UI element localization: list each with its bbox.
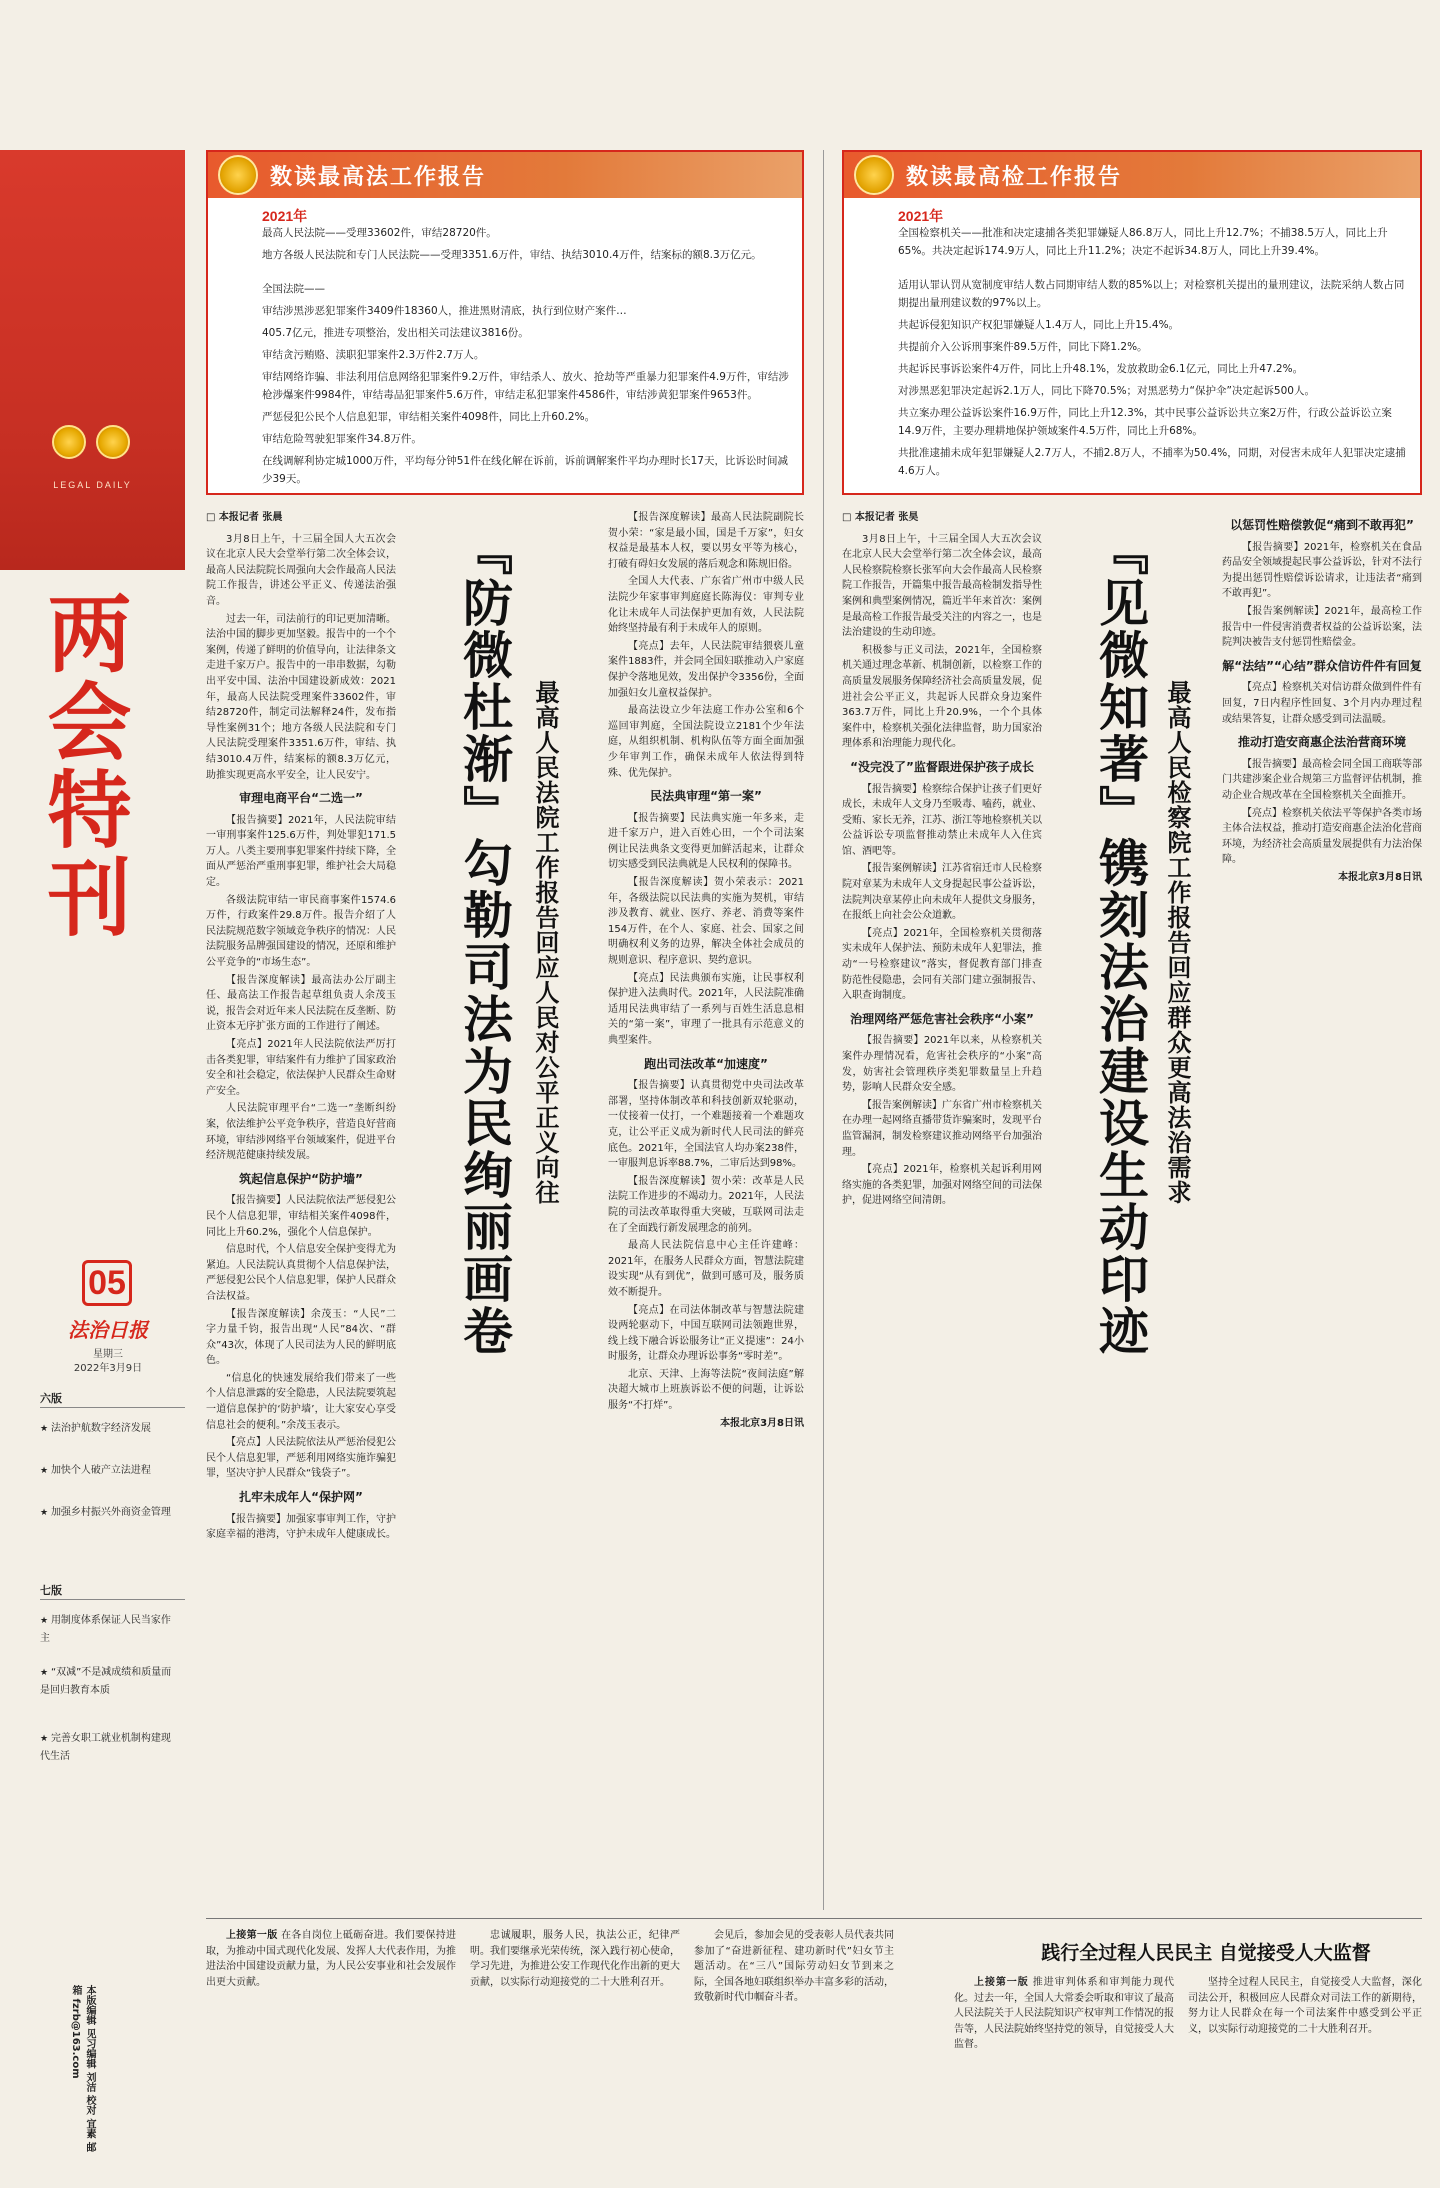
issue-weekday: 星期三 xyxy=(93,1349,123,1360)
court-article-col-2 xyxy=(608,510,804,1900)
article-paragraph: 【亮点】2021年，全国检察机关贯彻落实未成年人保护法、预防未成年人犯罪法，推动“一号检察建议”落实，督促教育部门排查防范性侵隐患，会同有关部门建立强制报告、入职查询制度。 xyxy=(842,927,1042,1002)
procur-stat: 共起诉侵犯知识产权犯罪嫌疑人1.4万人，同比上升15.4%。 xyxy=(898,319,1180,331)
court-stat: 审结贪污贿赂、渎职犯罪案件2.3万件2.7万人。 xyxy=(262,349,485,361)
court-box-title: 数读最高法工作报告 xyxy=(270,165,487,190)
article-paragraph: 【报告深度解读】贺小荣：改革是人民法院工作进步的不竭动力。2021年，人民法院的司法改革取得重大突破，互联网司法走在了全面践行新发展理念的前列。 xyxy=(608,1175,804,1234)
article-paragraph: 【报告摘要】2021年，人民法院审结一审刑事案件125.6万件，判处罪犯171.5万人。八类主要刑事犯罪案件持续下降，全面从严惩治严重刑事犯罪，维护社会大局稳定。 xyxy=(206,814,396,889)
rail-special-title: 两会特刊 xyxy=(34,590,133,942)
court-data-box xyxy=(206,150,804,495)
procur-subhead: 最高人民检察院工作报告回应群众更高法治需求 xyxy=(1163,680,1192,1205)
section-6-head: 六版 xyxy=(40,1392,62,1405)
national-emblem-icon xyxy=(52,425,86,459)
procur-stat: 共立案办理公益诉讼案件16.9万件，同比上升12.3%，其中民事公益诉讼共立案2万件，行政公益诉讼立案14.9万件，主要办理耕地保护领域案件4.5万件，同比上升68%。 xyxy=(898,407,1392,437)
article-paragraph: 信息时代，个人信息安全保护变得尤为紧迫。人民法院认真贯彻个人信息保护法，严惩侵犯公民个人信息犯罪，保护人民群众合法权益。 xyxy=(206,1244,396,1302)
rail-legal-daily: LEGAL DAILY xyxy=(53,480,132,490)
article-paragraph: 【报告案例解读】江苏省宿迁市人民检察院对章某为未成年人文身提起民事公益诉讼，法院判决章某停止向未成年人提供文身服务，在报纸上向社会公众道歉。 xyxy=(842,863,1042,922)
bottom-paragraph: 会见后，参加会见的受表彰人员代表共同参加了“奋进新征程、建功新时代”妇女节主题活动。在“三八”国际劳动妇女节到来之际，全国各地妇联组织举办丰富多彩的活动，致敬新时代巾帼奋斗者。 xyxy=(694,1930,894,2004)
court-subheading: 审理电商平台“二选一” xyxy=(239,791,363,806)
article-paragraph: 【报告深度解读】贺小荣表示：2021年，各级法院以民法典的实施为契机，审结涉及教育、就业、医疗、养老、消费等案件154万件，在个人、家庭、社会、国家之间明确权利义务的边界，解决全体社会成员的规则意识、程序意识、契约意识。 xyxy=(608,877,804,967)
procur-box-year: 2021年 xyxy=(898,208,944,224)
center-divider xyxy=(823,150,824,1910)
procur-stat: 共起诉民事诉讼案件4万件，同比上升48.1%，发放救助金6.1亿元，同比上升47.2%。 xyxy=(898,363,1304,375)
article-paragraph: 【报告深度解读】最高法办公厅副主任、最高法工作报告起草组负责人余茂玉说，报告会对近年来人民法院在反垄断、防止资本无序扩张方面的工作进行了阐述。 xyxy=(206,974,396,1033)
section-7-head: 七版 xyxy=(40,1584,62,1597)
procur-box-header xyxy=(844,152,1420,198)
article-paragraph: 全国人大代表、广东省广州市中级人民法院少年家事审判庭庭长陈海仪：审判专业化让未成年人司法保护更加有效，人民法院始终坚持最有利于未成年人的原则。 xyxy=(608,576,804,635)
procur-subheading: 以惩罚性赔偿敦促“痛到不敢再犯” xyxy=(1230,518,1414,532)
procur-subheading: “没完没了”监督跟进保护孩子成长 xyxy=(850,759,1034,774)
procur-byline: □ 本报记者 张昊 xyxy=(842,512,919,523)
procur-box-body xyxy=(898,224,1408,484)
bottom-col-4 xyxy=(954,1975,1174,2175)
section-6-rule xyxy=(40,1407,185,1408)
page-number: 05 xyxy=(82,1260,132,1306)
bottom-paragraph: 忠诚履职，服务人民，执法公正，纪律严明。我们要继承光荣传统，深入践行初心使命，学习先进，为推进公安工作现代化作出新的更大贡献，以实际行动迎接党的二十大胜利召开。 xyxy=(470,1930,680,1988)
procur-box-title: 数读最高检工作报告 xyxy=(906,165,1123,190)
article-paragraph: 人民法院审理平台“二选一”垄断纠纷案，依法维护公平竞争秩序，营造良好营商环境，审结涉网络平台领域案件，促进平台经济规范健康持续发展。 xyxy=(206,1103,396,1162)
bottom-divider xyxy=(206,1918,1422,1919)
rail-emblems xyxy=(52,425,130,459)
article-paragraph: 【亮点】在司法体制改革与智慧法院建设两轮驱动下，中国互联网司法领跑世界，线上线下融合诉讼服务让“正义提速”：24小时服务，让群众办理诉讼事务“零时差”。 xyxy=(608,1304,804,1363)
article-paragraph: 【亮点】去年，人民法院审结猥亵儿童案件1883件，并会同全国妇联推动入户家庭保护令落地见效，发出保护令3356份，全面加强妇女儿童权益保护。 xyxy=(608,640,804,699)
court-box-header xyxy=(208,152,802,198)
bottom-paragraph: 在各自岗位上砥砺奋进。我们要保持进取，为推动中国式现代化发展、发挥人大代表作用，为推进法治中国建设贡献力量，为人民公安事业和社会发展作出更大贡献。 xyxy=(206,1930,456,1988)
article-paragraph: 过去一年，司法前行的印记更加清晰。法治中国的脚步更加坚毅。报告中的一个个案例，传递了鲜明的价值导向，让法律条文走进千家万户。报告中的一串串数据，勾勒出平安中国、法治中国建设新成效：2021年，最高人民法院受理案件33602件，审结28720件，制定司法解释24件，发布指导性案例31个；地方各级人民法院和专门人民法院受理案件3351.6万件，审结、执结3010.4万件，结案标的额8.3万亿元，助推实现更高水平安全，让人民安宁。 xyxy=(206,613,396,781)
article-paragraph: 【亮点】2021年人民法院依法严厉打击各类犯罪，审结案件有力维护了国家政治安全和社会稳定，依法保护人民群众生命财产安全。 xyxy=(206,1039,396,1097)
procur-article-end: 本报北京3月8日讯 xyxy=(1338,871,1422,883)
article-paragraph: 积极参与正义司法，2021年，全国检察机关通过理念革新、机制创新，以检察工作的高质量发展服务保障经济社会高质量发展，促进社会公平正义，共起诉人民群众身边案件363.7万件，同比上升20.9%，一个个具体案件中，检察机关强化法律监督，助力国家治理体系和治理能力现代化。 xyxy=(842,644,1042,750)
court-stat: 在线调解利协定城1000万件，平均每分钟51件在线化解在诉前，诉前调解案件平均办理时长17天，比诉讼时间减少39天。 xyxy=(262,455,788,485)
procuratorate-seal-icon xyxy=(854,155,894,195)
court-box-body xyxy=(262,224,790,492)
section-6-item[interactable]: ★ 加强乡村振兴外商资金管理 xyxy=(40,1504,180,1522)
procur-stat: 共提前介入公诉刑事案件89.5万件，同比下降1.2%。 xyxy=(898,341,1148,353)
procur-stat: 对涉黑恶犯罪决定起诉2.1万人，同比下降70.5%；对黑恶势力“保护伞”决定起诉500人。 xyxy=(898,385,1315,397)
section-7-rule xyxy=(40,1599,185,1600)
section-7-item[interactable]: ★ 用制度体系保证人民当家作主 xyxy=(40,1612,180,1647)
article-paragraph: 【报告案例解读】广东省广州市检察机关在办理一起网络直播带货诈骗案时，发现平台监管漏洞，制发检察建议推动网络平台加强治理。 xyxy=(842,1099,1042,1158)
article-paragraph: 【亮点】检察机关依法平等保护各类市场主体合法权益，推动打造安商惠企法治化营商环境，为经济社会高质量发展提供有力法治保障。 xyxy=(1222,807,1422,866)
procur-headline: 『见微知著』镌刻法治建设生动印迹 xyxy=(1091,525,1150,1357)
court-subhead: 最高人民法院工作报告回应人民对公平正义向往 xyxy=(531,680,560,1205)
continued-label: 上接第一版 xyxy=(226,1930,278,1941)
procur-article-col-2 xyxy=(1222,510,1422,1900)
article-paragraph: 北京、天津、上海等法院“夜间法庭”解决超大城市上班族诉讼不便的问题，让诉讼服务“不打烊”。 xyxy=(608,1368,804,1412)
court-seal-icon xyxy=(218,155,258,195)
paper-name: 法治日报 xyxy=(68,1318,148,1342)
article-paragraph: 【报告案例解读】2021年，最高检工作报告中一件侵害消费者权益的公益诉讼案，法院判决被告支付惩罚性赔偿金。 xyxy=(1222,605,1422,649)
continued-label: 上接第一版 xyxy=(974,1977,1029,1988)
court-headline: 『防微杜渐』勾勒司法为民绚丽画卷 xyxy=(455,525,514,1357)
article-paragraph: 【报告摘要】2021年以来，从检察机关案件办理情况看，危害社会秩序的“小案”高发，妨害社会管理秩序类犯罪数量呈上升趋势，影响人民群众安全感。 xyxy=(842,1035,1042,1094)
bottom-col-5 xyxy=(1188,1975,1422,2175)
court-subheading: 扎牢未成年人“保护网” xyxy=(239,1490,363,1505)
article-paragraph: 【报告摘要】最高检会同全国工商联等部门共建涉案企业合规第三方监督评估机制，推动企业合规改革在全国检察机关全面推开。 xyxy=(1222,758,1422,801)
article-paragraph: 【报告摘要】民法典实施一年多来，走进千家万户，进入百姓心田，一个个司法案例让民法典条文变得更加鲜活起来，让群众切实感受到民法典就是人民权利的保障书。 xyxy=(608,812,804,871)
court-stat: 审结涉黑涉恶犯罪案件3409件18360人，推进黑财清底，执行到位财产案件… xyxy=(262,305,627,317)
editor-credits: 本版编辑 见习编辑 刘洁 校对 宜素 邮箱 fzrb@163.com xyxy=(70,1985,95,2153)
article-paragraph: 最高法设立少年法庭工作办公室和6个巡回审判庭，全国法院设立2181个少年法庭，从组织机制、机构队伍等方面全面加强少年审判工作，确保未成年人依法得到特殊、优先保护。 xyxy=(608,705,804,779)
bottom-paragraph: 坚持全过程人民民主，自觉接受人大监督，深化司法公开，积极回应人民群众对司法工作的新期待，努力让人民群众在每一个司法案件中感受到公平正义，以实际行动迎接党的二十大胜利召开。 xyxy=(1188,1977,1422,2035)
section-6-item[interactable]: ★ 加快个人破产立法进程 xyxy=(40,1462,180,1480)
court-subheading: 民法典审理“第一案” xyxy=(650,789,762,804)
court-stat: 审结网络诈骗、非法利用信息网络犯罪案件9.2万件，审结杀人、放火、抢劫等严重暴力犯罪案件4.9万件，审结涉枪涉爆案件9984件，审结毒品犯罪案件5.6万件，审结走私犯罪案件4586件，审结涉黄犯罪案件9653件。 xyxy=(262,371,789,401)
article-paragraph: 3月8日上午，十三届全国人大五次会议在北京人民大会堂举行第二次全体会议，最高人民检察院检察长张军向大会作最高人民检察院工作报告，开篇集中报告最高检制发指导性案例和典型案例情况，篇近半年来首次：案例是最高检工作报告最受关注的内容之一，也是法治建设的生动印迹。 xyxy=(842,533,1042,639)
bottom-article-title: 践行全过程人民民主 自觉接受人大监督 xyxy=(1041,1942,1371,1964)
procuratorate-data-box xyxy=(842,150,1422,495)
article-paragraph: 【报告深度解读】最高人民法院副院长贺小荣：“家是最小国，国是千万家”，妇女权益是最基本人权，要以男女平等为核心，打破有碍妇女发展的落后观念和陈规旧俗。 xyxy=(608,512,804,570)
article-paragraph: 【报告深度解读】余茂玉：“人民”二字力量千钧，报告出现“人民”84次、“群众”43次，体现了人民司法为人民的鲜明底色。 xyxy=(206,1308,396,1367)
procur-article-col-1 xyxy=(842,510,1042,1900)
court-box-year: 2021年 xyxy=(262,208,308,224)
court-byline: □ 本报记者 张晨 xyxy=(206,512,283,523)
procur-subheading: 推动打造安商惠企法治营商环境 xyxy=(1237,735,1406,750)
bottom-col-2 xyxy=(470,1928,680,2178)
court-subheading: 筑起信息保护“防护墙” xyxy=(239,1171,363,1186)
court-stat: 地方各级人民法院和专门人民法院——受理3351.6万件，审结、执结3010.4万件，结案标的额8.3万亿元。 xyxy=(262,249,762,261)
procur-stat: 共批准逮捕未成年犯罪嫌疑人2.7万人，不捕2.8万人，不捕率为50.4%，同期，对侵害未成年人犯罪决定逮捕4.6万人。 xyxy=(898,447,1406,477)
court-stat: 全国法院—— xyxy=(262,283,325,295)
article-paragraph: 【报告摘要】认真贯彻党中央司法改革部署，坚持体制改革和科技创新双轮驱动，一仗接着一仗打，一个难题接着一个难题攻克，让公平正义成为新时代人民司法的鲜亮底色。2021年，全国法官人均办案238件，一审服判息诉率88.7%，二审后达到98%。 xyxy=(608,1080,804,1170)
court-stat: 严惩侵犯公民个人信息犯罪，审结相关案件4098件，同比上升60.2%。 xyxy=(262,411,596,423)
article-paragraph: “信息化的快速发展给我们带来了一些个人信息泄露的安全隐患，人民法院要筑起一道信息保护的‘防护墙’，让大家安心享受信息社会的便利。”余茂玉表示。 xyxy=(206,1372,396,1431)
court-article-end: 本报北京3月8日讯 xyxy=(720,1417,804,1429)
issue-date xyxy=(62,1348,154,1376)
bottom-col-1 xyxy=(206,1928,456,2178)
article-paragraph: 【亮点】民法典颁布实施，让民事权利保护进入法典时代。2021年，人民法院准确适用民法典审结了一系列与百姓生活息息相关的“第一案”，审理了一批具有示范意义的典型案件。 xyxy=(608,972,804,1046)
procur-subheading: 解“法结”“心结”群众信访件件有回复 xyxy=(1222,658,1422,673)
issue-date-text: 2022年3月9日 xyxy=(73,1363,143,1374)
procur-subheading: 治理网络严惩危害社会秩序“小案” xyxy=(850,1011,1034,1026)
bottom-col-3 xyxy=(694,1928,894,2178)
cppcc-emblem-icon xyxy=(96,425,130,459)
article-paragraph: 最高人民法院信息中心主任许建峰：2021年，在服务人民群众方面，智慧法院建设实现“从有到优”，做到可感可及，服务质效不断提升。 xyxy=(608,1240,804,1298)
rail-red-band xyxy=(0,150,185,570)
procur-stat: 全国检察机关——批准和决定逮捕各类犯罪嫌疑人86.8万人，同比上升12.7%；不捕38.5万人，同比上升65%。共决定起诉174.9万人，同比上升11.2%；决定不起诉34.8万人，同比上升39.4%。 xyxy=(898,227,1388,257)
article-paragraph: 【亮点】人民法院依法从严惩治侵犯公民个人信息犯罪，严惩利用网络实施诈骗犯罪，坚决守护人民群众“钱袋子”。 xyxy=(206,1437,396,1480)
court-stat: 405.7亿元，推进专项整治，发出相关司法建议3816份。 xyxy=(262,327,529,339)
section-6-item[interactable]: ★ 法治护航数字经济发展 xyxy=(40,1420,180,1438)
article-paragraph: 【亮点】2021年，检察机关起诉利用网络实施的各类犯罪，加强对网络空间的司法保护，促进网络空间清朗。 xyxy=(842,1164,1042,1207)
article-paragraph: 【报告摘要】人民法院依法严惩侵犯公民个人信息犯罪，审结相关案件4098件，同比上升60.2%，强化个人信息保护。 xyxy=(206,1195,396,1238)
article-paragraph: 3月8日上午，十三届全国人大五次会议在北京人民大会堂举行第二次全体会议，最高人民法院院长周强向大会作最高人民法院工作报告，讲述公平正义、传递法治强音。 xyxy=(206,533,396,607)
section-7-item[interactable]: ★ 完善女职工就业机制构建现代生活 xyxy=(40,1730,180,1765)
article-paragraph: 各级法院审结一审民商事案件1574.6万件，行政案件29.8万件。报告介绍了人民法院规范数字领域竞争秩序的情况：人民法院服务品牌强国建设的情况，还原和维护公平竞争的“市场生态”。 xyxy=(206,894,396,969)
article-paragraph: 【报告摘要】2021年，检察机关在食品药品安全领域提起民事公益诉讼，针对不法行为提出惩罚性赔偿诉讼请求，让违法者“痛到不敢再犯”。 xyxy=(1222,541,1422,600)
court-article-col-1 xyxy=(206,510,396,1900)
article-paragraph: 【报告摘要】加强家事审判工作，守护家庭幸福的港湾，守护未成年人健康成长。 xyxy=(206,1513,396,1541)
left-rail xyxy=(0,150,185,2188)
bottom-paragraph: 推进审判体系和审判能力现代化。过去一年，全国人大常委会听取和审议了最高人民法院关于人民法院知识产权审判工作情况的报告等，人民法院始终坚持党的领导，自觉接受人大监督。 xyxy=(954,1977,1174,2051)
procur-stat: 适用认罪认罚从宽制度审结人数占同期审结人数的85%以上；对检察机关提出的量刑建议，法院采纳人数占同期提出量刑建议数的97%以上。 xyxy=(898,279,1405,309)
court-subheading: 跑出司法改革“加速度” xyxy=(644,1056,768,1071)
court-stat: 最高人民法院——受理33602件，审结28720件。 xyxy=(262,227,497,239)
article-paragraph: 【亮点】检察机关对信访群众做到件件有回复，7日内程序性回复、3个月内办理过程或结果答复，让群众感受到司法温暖。 xyxy=(1222,682,1422,725)
section-7-item[interactable]: ★ “双减”不是减成绩和质量而是回归教育本质 xyxy=(40,1664,180,1699)
article-paragraph: 【报告摘要】检察综合保护让孩子们更好成长，未成年人文身乃至吸毒、嗑药，就业、受贿、家长无养，江苏、浙江等地检察机关以公益诉讼专项监督推动禁止未成年人入住宾馆、酒吧等。 xyxy=(842,783,1042,857)
court-stat: 审结危险驾驶犯罪案件34.8万件。 xyxy=(262,433,422,445)
